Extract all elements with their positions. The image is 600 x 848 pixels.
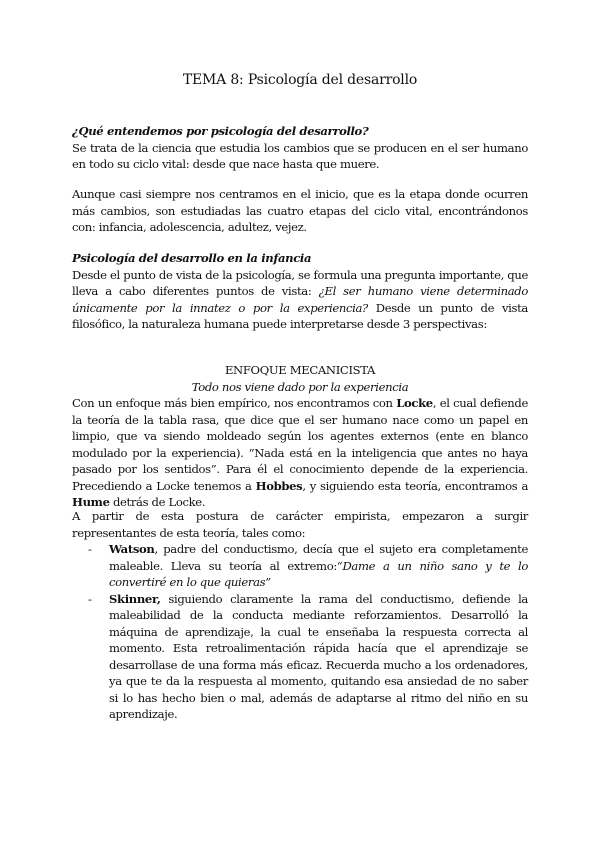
bold-name: Watson [109, 542, 155, 556]
subheading-text: Todo nos viene dado por la experiencia [191, 379, 409, 394]
section-infancia [72, 250, 528, 333]
list-item-skinner [72, 591, 528, 723]
enfoque-subheading [72, 379, 528, 396]
document-title: TEMA 8: Psicología del desarrollo [182, 72, 418, 88]
quote-text: “Dame a un niño sano y te lo convertiré en lo que quieras” [109, 558, 529, 589]
dash-bullet: - [88, 591, 92, 606]
list-item-watson [72, 541, 528, 591]
text-run: Desde un punto de vista filosófico, la naturaleza humana puede interpretarse desde 3 perspectivas: [72, 300, 528, 331]
text-run: , el cual defiende la teoría de la tabla rasa, que dice que el ser humano nace como un papel en limpio, que va siendo moldeado según los agentes externos (ente en blanco modulado por la experiencia). “Nada está en la inteligencia que antes no haya pasado por los sentidos”. Para él el conocimiento depende de la experiencia. Precediendo a Locke tenemos a [72, 396, 528, 493]
paragraph [72, 395, 528, 511]
representantes-list [72, 541, 528, 723]
text-run: Desde el punto de vista de la psicología, se formula una pregunta importante, que lleva a cabo diferentes puntos de vista: [72, 267, 528, 298]
dash-bullet: - [88, 542, 92, 556]
section-enfoque [72, 362, 528, 511]
emphasis-text: ¿El ser humano viene determinado únicamente por la innatez o por la experiencia? [72, 284, 528, 315]
bold-name: Hobbes [255, 478, 303, 493]
bold-name: Hume [72, 495, 110, 509]
enfoque-heading: ENFOQUE MECANICISTA [224, 363, 376, 377]
bold-name: Locke [396, 396, 433, 410]
section-heading: ¿Qué entendemos por psicología del desarrollo? [72, 124, 369, 138]
text-run: detrás de Locke. [109, 495, 206, 509]
text-run: , y siguiendo esta teoría, encontramos a [302, 478, 529, 493]
section-intro [72, 123, 528, 173]
paragraph [72, 267, 528, 333]
section-heading: Psicología del desarrollo en la infancia [72, 251, 312, 265]
paragraph: A partir de esta postura de carácter empirista, empezaron a surgir representantes de esta teoría, tales como: [72, 509, 528, 540]
section-representantes [72, 508, 528, 723]
section-intro-2 [72, 186, 528, 236]
text-run: Con un enfoque más bien empírico, nos encontramos con [72, 396, 397, 410]
paragraph: Aunque casi siempre nos centramos en el inicio, que es la etapa donde ocurren más cambios, son estudiadas las cuatro etapas del ciclo vital, encontrándonos con: infancia, adolescencia, adultez, vejez. [72, 187, 528, 234]
text-run: , padre del conductismo, decía que el sujeto era completamente maleable. Lleva su teoría al extremo: [109, 542, 528, 573]
text-run: siguiendo claramente la rama del conductismo, defiende la maleabilidad de la conducta mediante reforzamientos. Desarrolló la máquina de aprendizaje, la cual te enseñaba la respuesta correcta al momento. Esta retroalimentación rápida hacía que el aprendizaje se desarrollase de una forma más eficaz. Recuerda mucho a los ordenadores, ya que te da la respuesta al momento, quitando esa ansiedad de no saber si lo has hecho bien o mal, además de adaptarse al ritmo del niño en su aprendizaje. [109, 591, 528, 721]
bold-name: Skinner, [109, 591, 161, 606]
paragraph: Se trata de la ciencia que estudia los cambios que se producen en el ser humano en todo su ciclo vital: desde que nace hasta que muere. [72, 140, 528, 171]
